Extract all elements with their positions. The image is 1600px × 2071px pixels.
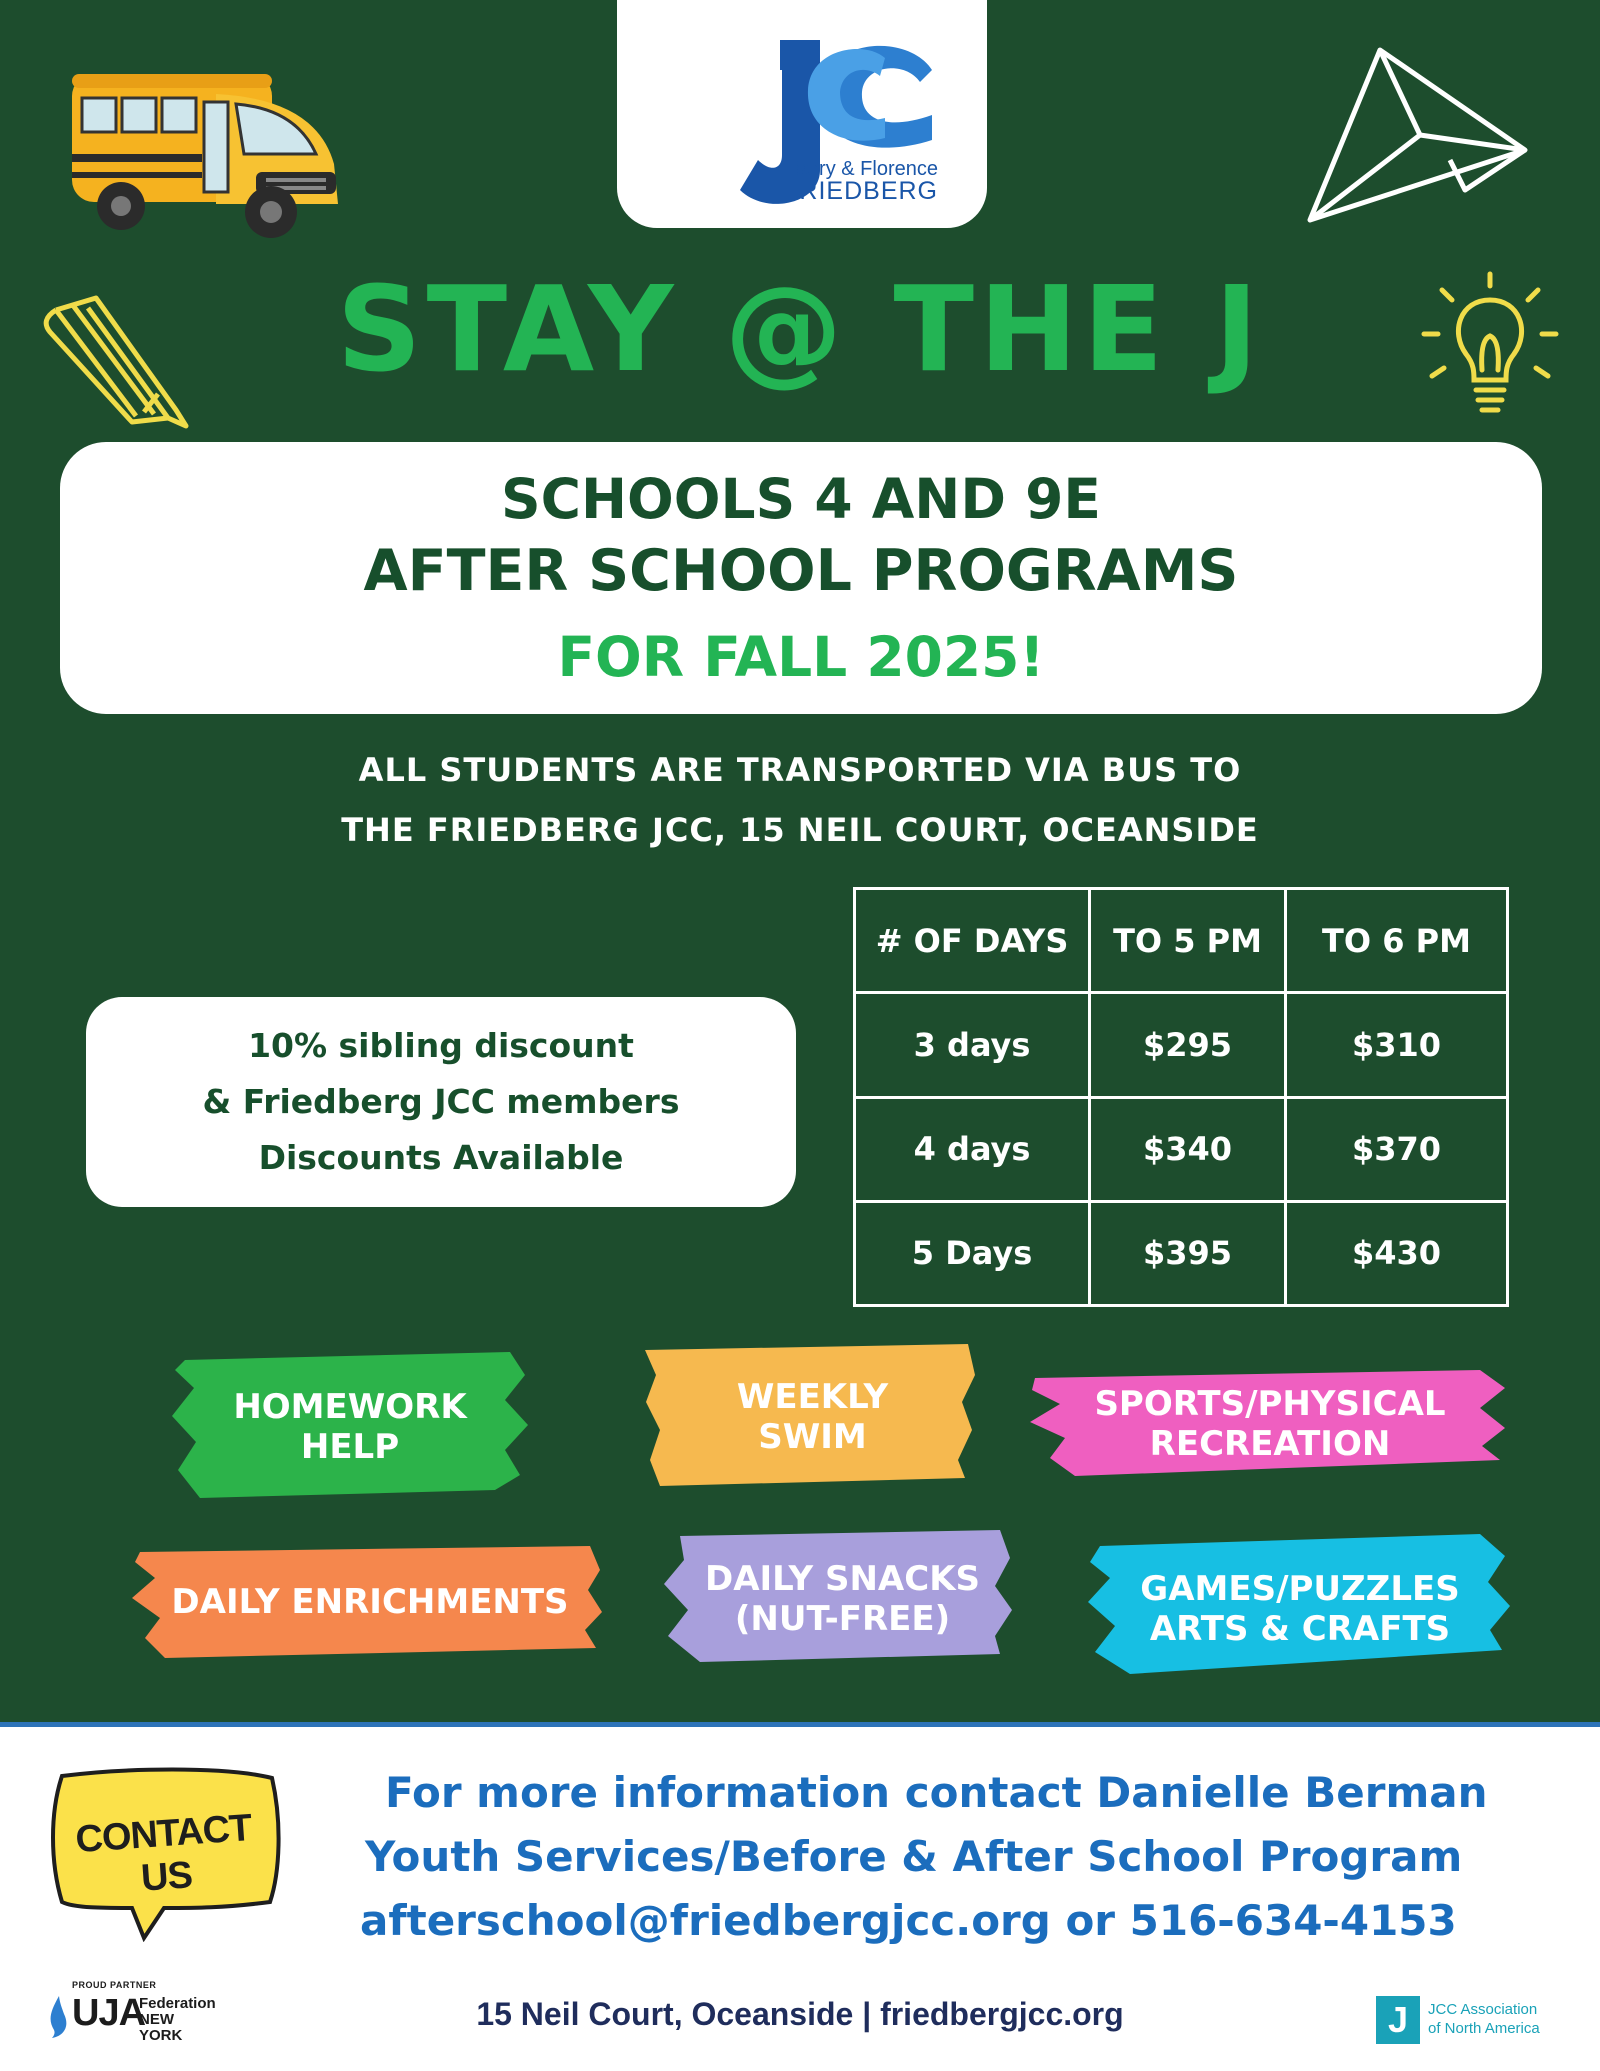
logo-caption-line: Barry & Florence xyxy=(787,158,938,180)
column-header: TO 5 PM xyxy=(1090,889,1286,993)
table-cell: $310 xyxy=(1285,993,1507,1097)
feature-line: HELP xyxy=(300,1427,400,1467)
logo-caption xyxy=(768,158,938,205)
logo-brand: FRIEDBERG xyxy=(783,177,938,205)
board-divider xyxy=(0,1722,1600,1727)
table-row xyxy=(855,1201,1508,1305)
feature-line: RECREATION xyxy=(1149,1424,1391,1464)
table-row xyxy=(855,1097,1508,1201)
table-cell: 3 days xyxy=(855,993,1090,1097)
feature-line: ARTS & CRAFTS xyxy=(1149,1609,1451,1649)
table-cell: $295 xyxy=(1090,993,1286,1097)
discount-line: 10% sibling discount xyxy=(248,1026,634,1065)
feature-snacks xyxy=(680,1536,1005,1662)
column-header: # OF DAYS xyxy=(855,889,1090,993)
feature-enrichments xyxy=(145,1552,595,1652)
footer-address: 15 Neil Court, Oceanside | friedbergjcc.org xyxy=(476,1996,1124,2032)
table-header-row xyxy=(855,889,1508,993)
transport-line: THE FRIEDBERG JCC, 15 NEIL COURT, OCEANSIDE xyxy=(341,811,1259,849)
jcca-line: of North America xyxy=(1428,2020,1540,2037)
uja-name: UJA xyxy=(72,1992,146,2034)
feature-line: DAILY ENRICHMENTS xyxy=(171,1582,569,1622)
jcc-association-logo xyxy=(1376,1996,1586,2044)
uja-partner-label: PROUD PARTNER xyxy=(72,1980,157,1990)
uja-federation-line: NEW YORK xyxy=(139,2011,183,2044)
table-cell: 5 Days xyxy=(855,1201,1090,1305)
feature-line: WEEKLY xyxy=(736,1377,889,1417)
table-cell: $370 xyxy=(1285,1097,1507,1201)
school-bus-icon xyxy=(66,54,356,244)
feature-swim xyxy=(655,1352,970,1482)
table-cell: $395 xyxy=(1090,1201,1286,1305)
table-cell: $340 xyxy=(1090,1097,1286,1201)
feature-line: HOMEWORK xyxy=(233,1387,467,1427)
page-title: STAY @ THE J xyxy=(336,260,1264,398)
table-cell: $430 xyxy=(1285,1201,1507,1305)
feature-line: DAILY SNACKS xyxy=(704,1559,981,1599)
table-cell: 4 days xyxy=(855,1097,1090,1201)
contact-line: Youth Services/Before & After School Program xyxy=(365,1832,1463,1881)
discount-box xyxy=(86,997,796,1207)
program-schools: SCHOOLS 4 AND 9E xyxy=(501,467,1101,531)
pricing-table xyxy=(853,887,1509,1307)
transport-note xyxy=(0,740,1600,860)
feature-line: (NUT-FREE) xyxy=(734,1599,951,1639)
contact-email-phone[interactable]: afterschool@friedbergjcc.org or 516-634-4153 xyxy=(360,1896,1457,1945)
jcca-text xyxy=(1428,2000,1540,2038)
transport-line: ALL STUDENTS ARE TRANSPORTED VIA BUS TO xyxy=(358,751,1242,789)
column-header: TO 6 PM xyxy=(1285,889,1507,993)
table-row xyxy=(855,993,1508,1097)
program-box xyxy=(60,442,1542,714)
program-title: AFTER SCHOOL PROGRAMS xyxy=(363,538,1239,604)
contact-us-label: CONTACT US xyxy=(74,1806,253,1900)
feature-sports xyxy=(1045,1374,1495,1474)
feature-line: SPORTS/PHYSICAL xyxy=(1094,1384,1446,1424)
contact-line: For more information contact Danielle Berman xyxy=(385,1768,1488,1817)
paper-plane-icon xyxy=(1300,40,1540,230)
jcca-line: JCC Association xyxy=(1428,2001,1538,2018)
feature-homework xyxy=(185,1362,515,1492)
feature-line: GAMES/PUZZLES xyxy=(1140,1569,1460,1609)
jcca-mark: J xyxy=(1376,1996,1420,2044)
discount-line: & Friedberg JCC members xyxy=(202,1082,680,1121)
feature-games xyxy=(1100,1544,1500,1674)
discount-line: Discounts Available xyxy=(258,1138,624,1177)
program-season: FOR FALL 2025! xyxy=(557,625,1045,689)
feature-line: SWIM xyxy=(758,1417,867,1457)
uja-federation-line: Federation xyxy=(139,1995,216,2012)
